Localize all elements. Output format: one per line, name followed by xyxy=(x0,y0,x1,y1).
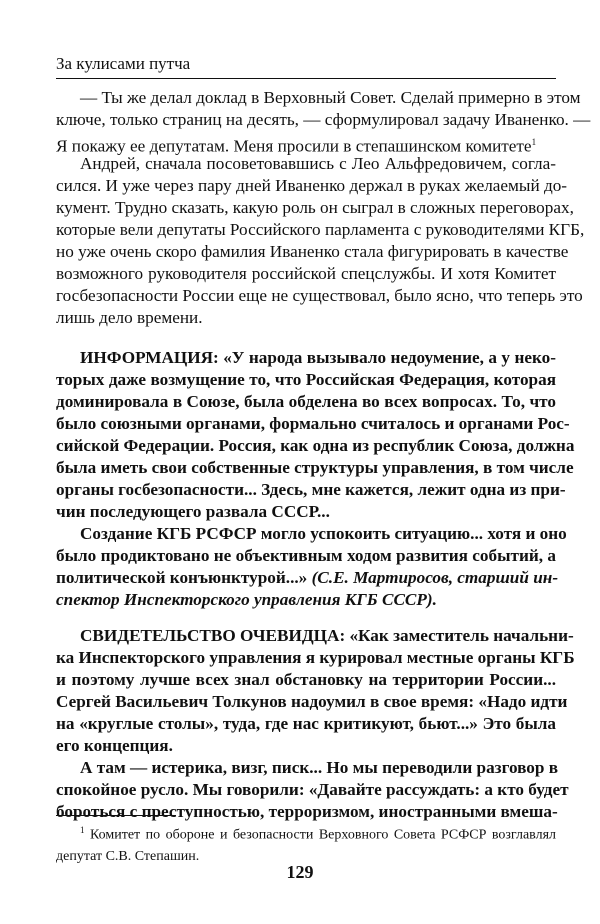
header-rule xyxy=(56,78,556,79)
text-line: но уже очень скоро фамилия Иваненко стала фигурировать в качестве xyxy=(56,242,569,261)
footnote xyxy=(56,820,556,867)
text-line-content: Я покажу ее депутатам. Меня просили в степашинском комитете xyxy=(56,136,532,156)
footnote-ref: 1 xyxy=(531,137,537,147)
text-line: госбезопасности России еще не существовал, было ясно, что теперь это xyxy=(56,286,583,305)
text-line: СВИДЕТЕЛЬСТВО ОЧЕВИДЦА: «Как заместитель начальни- xyxy=(80,626,574,645)
paragraph-2 xyxy=(56,153,585,329)
text-line: чин последующего развала СССР... xyxy=(56,502,330,521)
text-line: органы госбезопасности... Здесь, мне кажется, лежит одна из при- xyxy=(56,480,566,499)
citation: спектор Инспекторского управления КГБ СССР). xyxy=(56,590,437,609)
text-line: лишь дело времени. xyxy=(56,308,203,327)
text-line: и поэтому лучше всех знал обстановку на территории России... xyxy=(56,670,556,689)
text-line: Сергей Васильевич Толкунов надоумил в свое время: «Надо идти xyxy=(56,692,568,711)
footnote-line: депутат С.В. Степашин. xyxy=(56,848,200,864)
text-line: Андрей, сначала посоветовавшись с Лео Альфредовичем, согла- xyxy=(80,154,556,173)
text-line: бороться с преступностью, терроризмом, иностранными вмеша- xyxy=(56,802,558,821)
text-line-content: политической конъюнктурой...» xyxy=(56,568,308,587)
page-number: 129 xyxy=(286,862,314,882)
text-line: возможного руководителя российской спецслужбы. И хотя Комитет xyxy=(56,264,556,283)
text-line: было союзными органами, формально считалось и органами Рос- xyxy=(56,414,570,433)
footnote-mark: 1 xyxy=(80,825,85,835)
text-line: было продиктовано не объективным ходом развития событий, а xyxy=(56,546,556,565)
text-line: ИНФОРМАЦИЯ: «У народа вызывало недоумение, а у неко- xyxy=(80,348,556,367)
text-line: сился. И уже через пару дней Иваненко держал в руках желаемый до- xyxy=(56,176,568,195)
text-line: кумент. Трудно сказать, какую роль он сыграл в сложных переговорах, xyxy=(56,198,574,217)
running-head: За кулисами путча xyxy=(56,54,191,73)
text-line: доминировала в Союзе, была обделена во всех вопросах. То, что xyxy=(56,392,556,411)
footnote-line xyxy=(56,820,556,846)
text-line: спокойное русло. Мы говорили: «Давайте рассуждать: а кто будет xyxy=(56,780,569,799)
eyewitness-block xyxy=(56,625,575,823)
text-line: которые вели депутаты Российского парламента с руководителями КГБ, xyxy=(56,220,585,239)
footnote-rule xyxy=(56,815,176,816)
text-line xyxy=(56,567,559,589)
text-line: ка Инспекторского управления я курировал местные органы КГБ xyxy=(56,648,575,667)
text-line: — Ты же делал доклад в Верховный Совет. Сделай примерно в этом xyxy=(80,88,581,107)
text-line: на «круглые столы», туда, где нас критикуют, бьют...» Это была xyxy=(56,714,556,733)
information-block xyxy=(56,347,575,611)
footnote-text: Комитет по обороне и безопасности Верховного Совета РСФСР возглавлял xyxy=(90,827,556,843)
text-line: А там — истерика, визг, писк... Но мы переводили разговор в xyxy=(80,758,559,777)
text-line: ключе, только страниц на десять, — сформулировал задачу Иваненко. — xyxy=(56,110,591,129)
text-line: была иметь свои собственные структуры управления, в том числе xyxy=(56,458,574,477)
text-line: сийской Федерации. Россия, как одна из республик Союза, должна xyxy=(56,436,575,455)
text-line: торых даже возмущение то, что Российская Федерация, которая xyxy=(56,370,556,389)
text-line: Создание КГБ РСФСР могло успокоить ситуацию... хотя и оно xyxy=(80,524,567,543)
citation: (С.Е. Мартиросов, старший ин- xyxy=(311,568,559,587)
text-line: его концепция. xyxy=(56,736,173,755)
paragraph-1 xyxy=(56,87,591,158)
